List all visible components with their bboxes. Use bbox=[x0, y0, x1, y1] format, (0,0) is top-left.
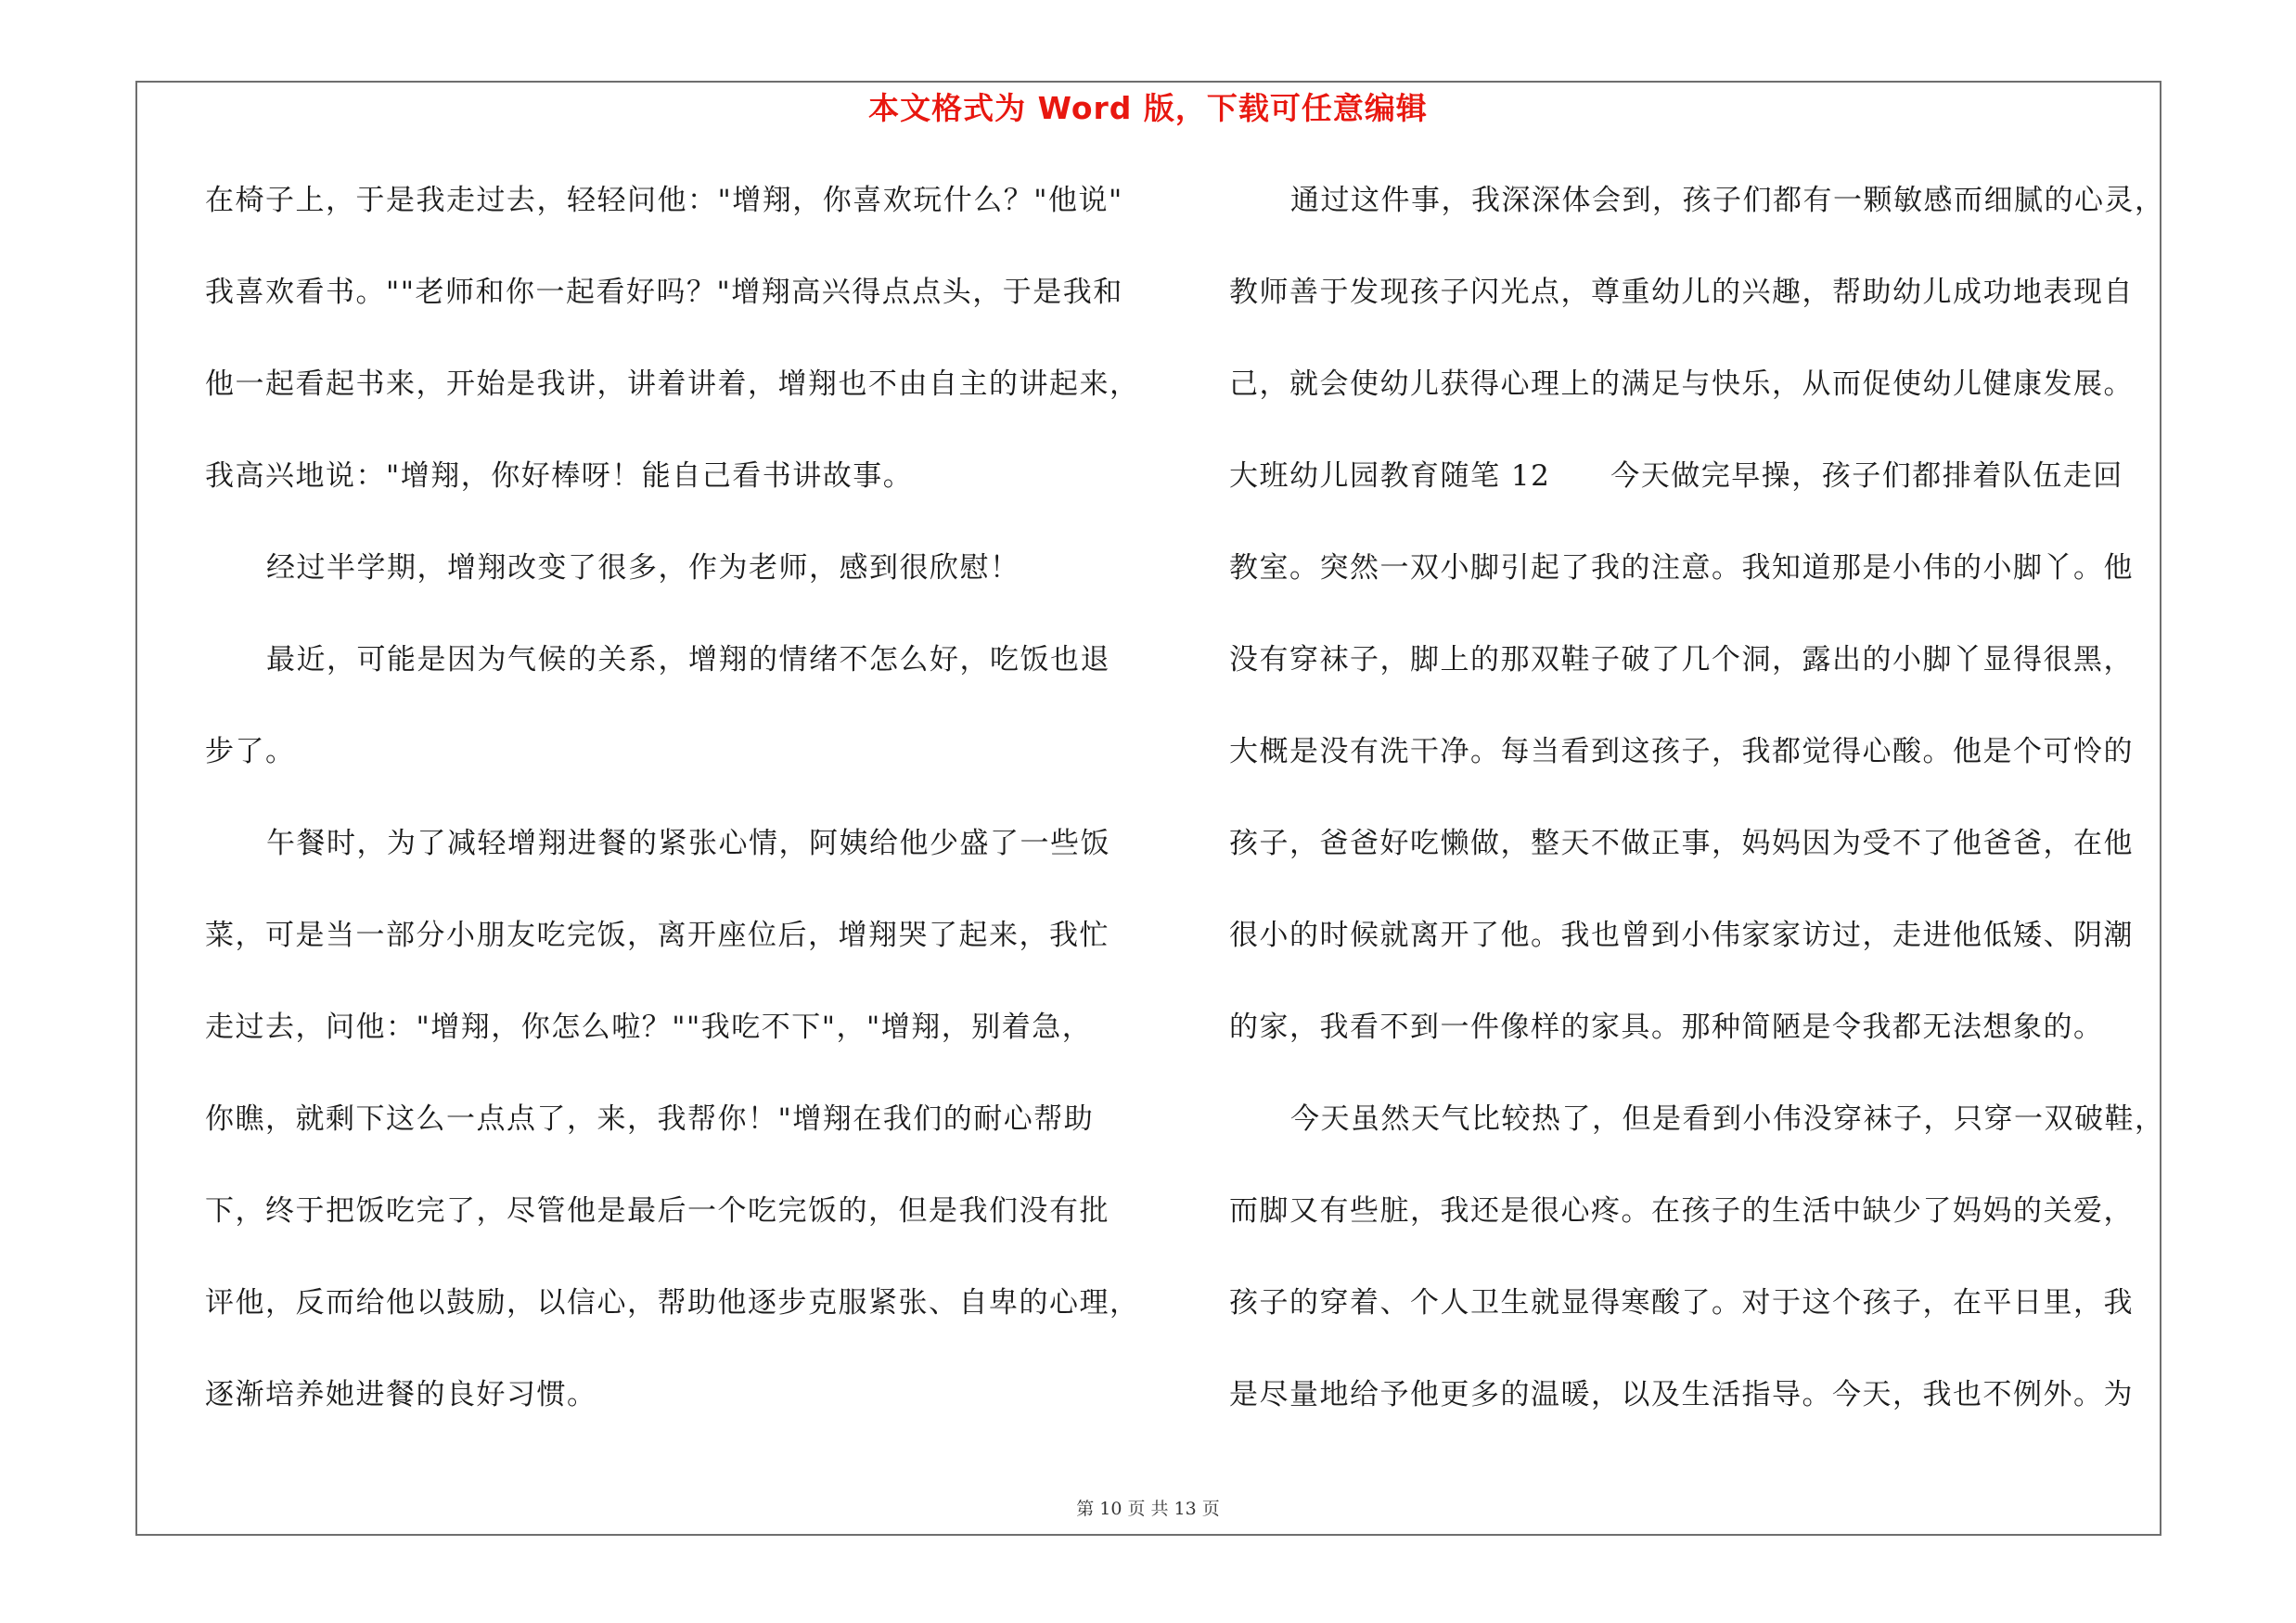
text-line: 你瞧，就剩下这么一点点了，来，我帮你！"增翔在我们的耐心帮助 bbox=[205, 1102, 1095, 1136]
text-line: 我高兴地说："增翔，你好棒呀！能自己看书讲故事。 bbox=[205, 459, 914, 493]
left-text-column bbox=[205, 179, 1140, 1465]
text-line: 他一起看起书来，开始是我讲，讲着讲着，增翔也不由自主的讲起来， bbox=[205, 367, 1140, 401]
text-line: 是尽量地给予他更多的温暖，以及生活指导。今天，我也不例外。为 bbox=[1229, 1378, 2134, 1411]
right-text-column bbox=[1229, 179, 2165, 1465]
format-banner: 本文格式为 Word 版，下载可任意编辑 bbox=[868, 90, 1428, 126]
text-line: 大班幼儿园教育随笔 12 今天做完早操，孩子们都排着队伍走回 bbox=[1229, 459, 2123, 493]
text-line: 今天虽然天气比较热了，但是看到小伟没穿袜子，只穿一双破鞋， bbox=[1290, 1102, 2165, 1136]
text-line: 评他，反而给他以鼓励，以信心，帮助他逐步克服紧张、自卑的心理， bbox=[205, 1286, 1140, 1320]
text-line: 通过这件事，我深深体会到，孩子们都有一颗敏感而细腻的心灵， bbox=[1290, 184, 2165, 217]
text-line: 的家，我看不到一件像样的家具。那种简陋是令我都无法想象的。 bbox=[1229, 1011, 2104, 1044]
text-line: 很小的时候就离开了他。我也曾到小伟家家访过，走进他低矮、阴潮 bbox=[1229, 919, 2134, 952]
text-line: 大概是没有洗干净。每当看到这孩子，我都觉得心酸。他是个可怜的 bbox=[1229, 735, 2134, 768]
text-line: 孩子，爸爸好吃懒做，整天不做正事，妈妈因为受不了他爸爸，在他 bbox=[1229, 827, 2134, 860]
page-number: 第 10 页 共 13 页 bbox=[1076, 1499, 1220, 1519]
text-line: 逐渐培养她进餐的良好习惯。 bbox=[205, 1378, 597, 1411]
text-line: 教室。突然一双小脚引起了我的注意。我知道那是小伟的小脚丫。他 bbox=[1229, 551, 2134, 585]
text-line: 我喜欢看书。""老师和你一起看好吗？"增翔高兴得点点头，于是我和 bbox=[205, 276, 1123, 309]
text-line: 最近，可能是因为气候的关系，增翔的情绪不怎么好，吃饭也退 bbox=[266, 643, 1110, 676]
text-line: 走过去，问他："增翔，你怎么啦？""我吃不下"，"增翔，别着急， bbox=[205, 1011, 1093, 1044]
text-line: 经过半学期，增翔改变了很多，作为老师，感到很欣慰！ bbox=[266, 551, 1020, 585]
text-line: 己，就会使幼儿获得心理上的满足与快乐，从而促使幼儿健康发展。 bbox=[1229, 367, 2134, 401]
text-line: 而脚又有些脏，我还是很心疼。在孩子的生活中缺少了妈妈的关爱， bbox=[1229, 1194, 2134, 1228]
text-line: 教师善于发现孩子闪光点，尊重幼儿的兴趣，帮助幼儿成功地表现自 bbox=[1229, 276, 2134, 309]
text-line: 没有穿袜子，脚上的那双鞋子破了几个洞，露出的小脚丫显得很黑， bbox=[1229, 643, 2134, 676]
text-line: 菜，可是当一部分小朋友吃完饭，离开座位后，增翔哭了起来，我忙 bbox=[205, 919, 1110, 952]
text-line: 步了。 bbox=[205, 735, 296, 768]
text-line: 下，终于把饭吃完了，尽管他是最后一个吃完饭的，但是我们没有批 bbox=[205, 1194, 1110, 1228]
text-line: 在椅子上，于是我走过去，轻轻问他："增翔，你喜欢玩什么？"他说" bbox=[205, 184, 1123, 217]
text-line: 午餐时，为了减轻增翔进餐的紧张心情，阿姨给他少盛了一些饭 bbox=[266, 827, 1110, 860]
text-line: 孩子的穿着、个人卫生就显得寒酸了。对于这个孩子，在平日里，我 bbox=[1229, 1286, 2134, 1320]
